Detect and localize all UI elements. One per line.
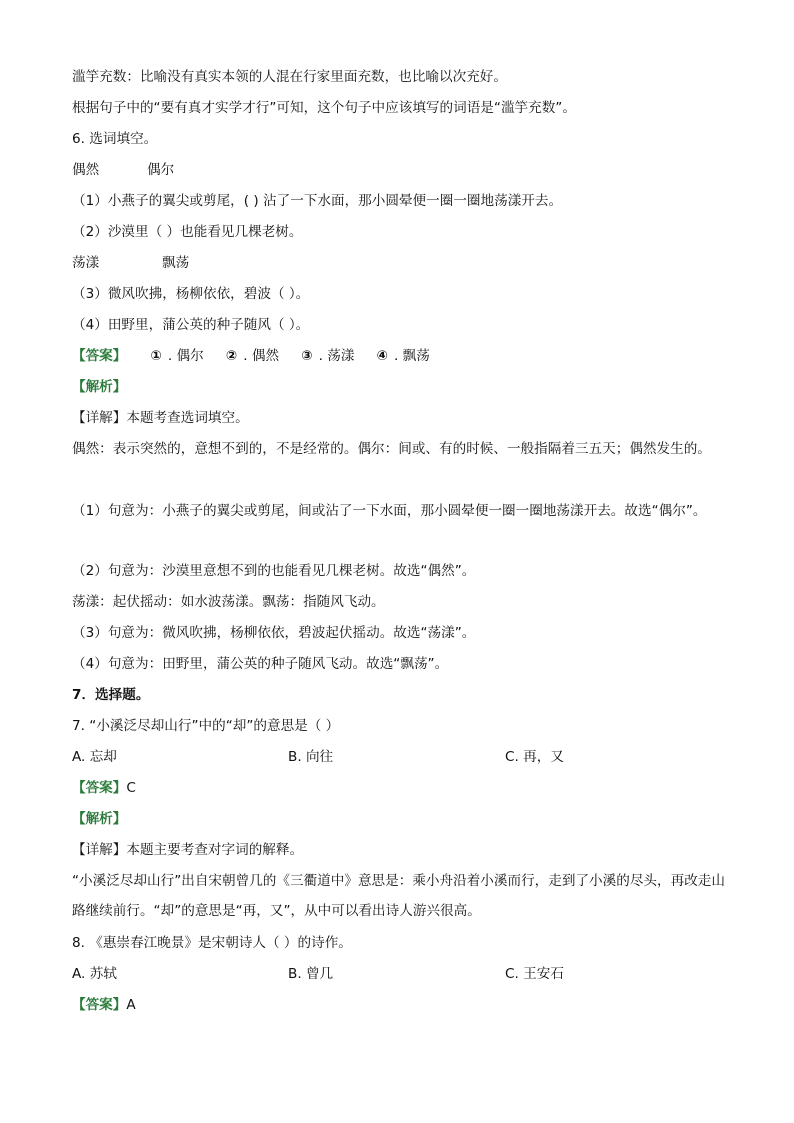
word-option: 偶尔 [147,162,175,178]
section-7-title: 7．选择题。 [72,687,150,703]
detail-tag: 【详解】 [72,842,127,858]
word-option: 飘荡 [162,255,190,271]
word-option: 荡漾 [72,255,100,271]
answer-item: ① . 偶尔 [150,348,204,364]
text-line: 根据句子中的“要有真才实学才行”可知，这个句子中应该填写的词语是“滥竽充数”。 [72,100,576,116]
option-b: B. 曾几 [288,966,334,982]
word-choice-row [72,248,732,279]
document-page [72,62,732,1021]
option-a: A. 忘却 [72,749,117,765]
answer-row: 【答案】C [72,780,136,796]
text-line: 滥竽充数：比喻没有真实本领的人混在行家里面充数，也比喻以次充好。 [72,69,507,85]
word-choice-row [72,155,732,186]
sentence-blank: （4）田野里，蒲公英的种子随风（ ）。 [72,317,310,333]
answer-item: ④ . 飘荡 [376,348,430,364]
analysis-tag: 【解析】 [72,811,127,827]
answer-row: 【答案】A [72,997,136,1013]
options-row [72,742,732,773]
detail-tag: 【详解】 [72,410,127,426]
sentence-blank: （1）小燕子的翼尖或剪尾，( ) 沾了一下水面，那小圆晕便一圈一圈地荡漾开去。 [72,193,563,209]
option-c: C. 王安石 [505,966,564,982]
option-a: A. 苏轼 [72,966,117,982]
answer-row [72,341,732,372]
detail-row: 【详解】本题考查选词填空。 [72,410,249,426]
option-b: B. 向往 [288,749,334,765]
paragraph: “小溪泛尽却山行”出自宋朝曾几的《三衢道中》意思是：乘小舟沿着小溪而行，走到了小溪的尽头，再改走山路继续前行。“却”的意思是“再，又”，从中可以看出诗人游兴很高。 [72,873,725,919]
paragraph: （2）句意为：沙漠里意想不到的也能看见几棵老树。故选“偶然”。 [72,563,476,579]
paragraph: （1）句意为：小燕子的翼尖或剪尾，间或沾了一下水面，那小圆晕便一圈一圈地荡漾开去。故选“偶尔”。 [72,503,707,519]
answer-value: C [126,780,136,796]
answer-item: ③ . 荡漾 [301,348,355,364]
detail-row: 【详解】本题主要考查对字词的解释。 [72,842,304,858]
question-7: 7. “小溪泛尽却山行”中的“却”的意思是（ ） [72,718,340,734]
question-6-title: 6. 选词填空。 [72,131,158,147]
option-c: C. 再，又 [505,749,564,765]
answer-value: A [126,997,136,1013]
answer-tag: 【答案】 [72,348,127,364]
answer-item: ② . 偶然 [225,348,280,364]
sentence-blank: （3）微风吹拂，杨柳依依，碧波（ ）。 [72,286,310,302]
paragraph: （4）句意为：田野里，蒲公英的种子随风飞动。故选“飘荡”。 [72,656,449,672]
analysis-tag: 【解析】 [72,379,127,395]
paragraph: 偶然：表示突然的，意想不到的，不是经常的。偶尔：间或、有的时候、一般指隔着三五天；偶然发生的。 [72,441,711,457]
sentence-blank: （2）沙漠里（ ）也能看见几棵老树。 [72,224,303,240]
question-8: 8. 《惠崇春江晚景》是宋朝诗人（ ）的诗作。 [72,935,352,951]
paragraph: （3）句意为：微风吹拂，杨柳依依，碧波起伏摇动。故选“荡漾”。 [72,625,476,641]
options-row [72,959,732,990]
paragraph: 荡漾：起伏摇动：如水波荡漾。飘荡：指随风飞动。 [72,594,385,610]
word-option: 偶然 [72,162,100,178]
